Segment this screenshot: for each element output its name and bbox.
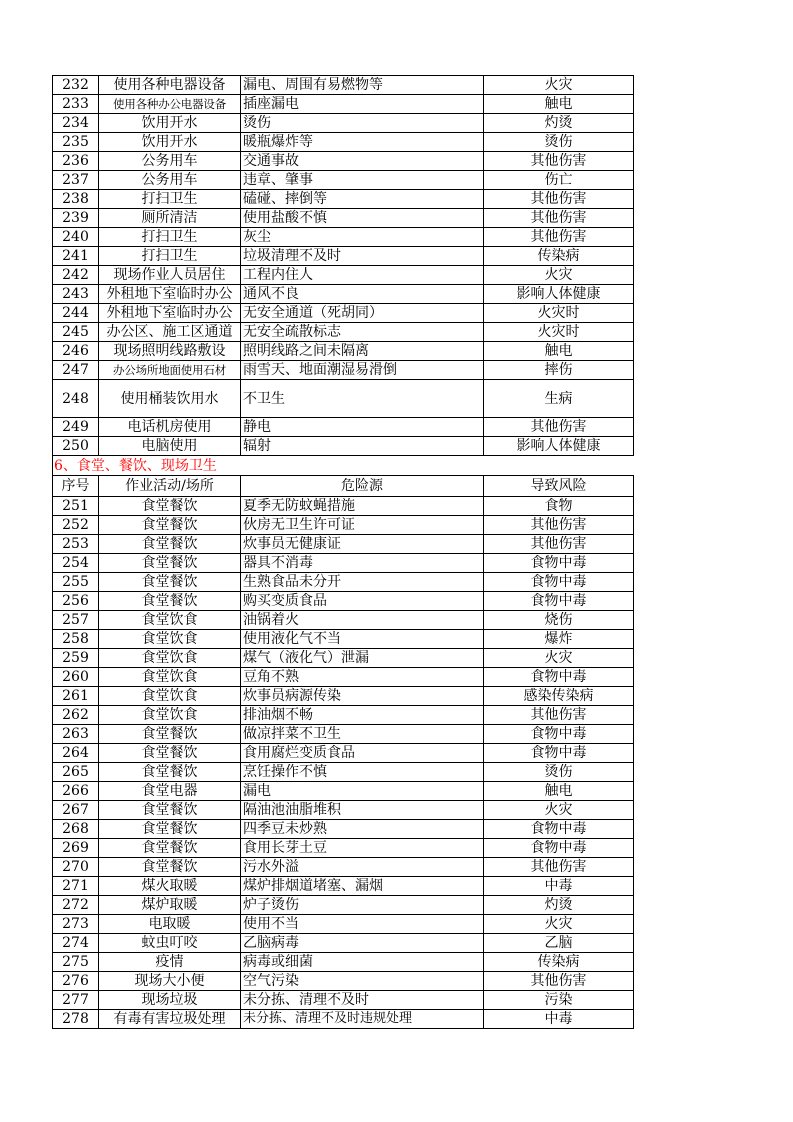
row-number: 262 — [53, 706, 99, 725]
row-activity: 现场大小便 — [99, 972, 241, 991]
row-risk: 火灾 — [484, 76, 634, 95]
row-hazard: 四季豆未炒熟 — [241, 820, 484, 839]
row-risk: 食物中毒 — [484, 573, 634, 592]
row-number: 268 — [53, 820, 99, 839]
row-number: 269 — [53, 839, 99, 858]
row-risk: 其他伤害 — [484, 858, 634, 877]
row-hazard: 烫伤 — [241, 114, 484, 133]
row-hazard: 照明线路之间未隔离 — [241, 342, 484, 361]
row-risk: 其他伤害 — [484, 972, 634, 991]
row-activity: 打扫卫生 — [99, 247, 241, 266]
row-risk: 感染传染病 — [484, 687, 634, 706]
row-activity: 公务用车 — [99, 171, 241, 190]
row-risk: 灼烫 — [484, 896, 634, 915]
section-heading-row — [53, 456, 634, 476]
row-hazard: 生熟食品未分开 — [241, 573, 484, 592]
row-activity: 使用桶装饮用水 — [99, 380, 241, 418]
row-risk: 影响人体健康 — [484, 285, 634, 304]
row-hazard: 通风不良 — [241, 285, 484, 304]
row-activity: 办公区、施工区通道 — [99, 323, 241, 342]
row-activity: 饮用开水 — [99, 114, 241, 133]
table-row — [53, 611, 634, 630]
row-risk: 摔伤 — [484, 361, 634, 380]
row-hazard: 夏季无防蚊蝇措施 — [241, 497, 484, 516]
table-row — [53, 361, 634, 380]
table-row — [53, 915, 634, 934]
row-number: 271 — [53, 877, 99, 896]
row-number: 267 — [53, 801, 99, 820]
row-risk: 食物中毒 — [484, 820, 634, 839]
row-activity: 食堂餐饮 — [99, 763, 241, 782]
row-activity: 使用各种电器设备 — [99, 76, 241, 95]
row-activity: 现场垃圾 — [99, 991, 241, 1010]
row-hazard: 静电 — [241, 418, 484, 437]
row-risk: 中毒 — [484, 1010, 634, 1029]
row-hazard: 排油烟不畅 — [241, 706, 484, 725]
row-number: 241 — [53, 247, 99, 266]
row-number: 254 — [53, 554, 99, 573]
row-hazard: 不卫生 — [241, 380, 484, 418]
row-hazard: 使用盐酸不慎 — [241, 209, 484, 228]
table-row — [53, 437, 634, 456]
table-row — [53, 247, 634, 266]
table-row — [53, 497, 634, 516]
row-number: 237 — [53, 171, 99, 190]
row-hazard: 插座漏电 — [241, 95, 484, 114]
row-hazard: 暖瓶爆炸等 — [241, 133, 484, 152]
row-risk: 影响人体健康 — [484, 437, 634, 456]
row-hazard: 交通事故 — [241, 152, 484, 171]
row-number: 258 — [53, 630, 99, 649]
table-row — [53, 934, 634, 953]
row-hazard: 炊事员无健康证 — [241, 535, 484, 554]
table-row — [53, 535, 634, 554]
row-risk: 其他伤害 — [484, 209, 634, 228]
table-row — [53, 782, 634, 801]
row-risk: 食物中毒 — [484, 554, 634, 573]
row-number: 244 — [53, 304, 99, 323]
row-activity: 食堂餐饮 — [99, 801, 241, 820]
table-row — [53, 668, 634, 687]
row-hazard: 工程内住人 — [241, 266, 484, 285]
row-activity: 食堂餐饮 — [99, 839, 241, 858]
row-number: 255 — [53, 573, 99, 592]
row-risk: 其他伤害 — [484, 152, 634, 171]
row-risk: 食物中毒 — [484, 725, 634, 744]
header-hazard: 危险源 — [241, 476, 484, 497]
row-activity: 打扫卫生 — [99, 228, 241, 247]
row-number: 274 — [53, 934, 99, 953]
row-activity: 食堂饮食 — [99, 611, 241, 630]
table-row — [53, 953, 634, 972]
table-row — [53, 972, 634, 991]
row-activity: 食堂电器 — [99, 782, 241, 801]
row-number: 233 — [53, 95, 99, 114]
row-activity: 食堂餐饮 — [99, 592, 241, 611]
table-row — [53, 725, 634, 744]
row-risk: 传染病 — [484, 953, 634, 972]
row-number: 265 — [53, 763, 99, 782]
table-row — [53, 687, 634, 706]
row-hazard: 无安全通道（死胡同） — [241, 304, 484, 323]
row-number: 234 — [53, 114, 99, 133]
row-activity: 饮用开水 — [99, 133, 241, 152]
row-activity: 食堂餐饮 — [99, 573, 241, 592]
row-hazard: 食用长芽土豆 — [241, 839, 484, 858]
row-number: 270 — [53, 858, 99, 877]
row-risk: 烫伤 — [484, 133, 634, 152]
row-hazard: 违章、肇事 — [241, 171, 484, 190]
row-number: 249 — [53, 418, 99, 437]
row-risk: 火灾 — [484, 915, 634, 934]
row-hazard: 雨雪天、地面潮湿易滑倒 — [241, 361, 484, 380]
row-risk: 烧伤 — [484, 611, 634, 630]
row-number: 238 — [53, 190, 99, 209]
row-risk: 其他伤害 — [484, 418, 634, 437]
row-risk: 触电 — [484, 782, 634, 801]
row-number: 272 — [53, 896, 99, 915]
row-risk: 中毒 — [484, 877, 634, 896]
row-number: 239 — [53, 209, 99, 228]
row-hazard: 使用液化气不当 — [241, 630, 484, 649]
row-number: 263 — [53, 725, 99, 744]
row-activity: 食堂餐饮 — [99, 725, 241, 744]
row-activity: 现场照明线路敷设 — [99, 342, 241, 361]
row-hazard: 做凉拌菜不卫生 — [241, 725, 484, 744]
row-number: 236 — [53, 152, 99, 171]
row-activity: 有毒有害垃圾处理 — [99, 1010, 241, 1029]
table-row — [53, 76, 634, 95]
section-6-heading-group — [53, 456, 634, 497]
row-number: 247 — [53, 361, 99, 380]
table-row — [53, 171, 634, 190]
row-risk: 伤亡 — [484, 171, 634, 190]
row-activity: 食堂饮食 — [99, 649, 241, 668]
table-row — [53, 304, 634, 323]
table-row — [53, 266, 634, 285]
row-number: 243 — [53, 285, 99, 304]
table-row — [53, 877, 634, 896]
row-number: 235 — [53, 133, 99, 152]
row-hazard: 空气污染 — [241, 972, 484, 991]
row-number: 253 — [53, 535, 99, 554]
row-hazard: 煤炉排烟道堵塞、漏烟 — [241, 877, 484, 896]
table-row — [53, 285, 634, 304]
row-risk: 火灾 — [484, 266, 634, 285]
table-row — [53, 516, 634, 535]
table-row — [53, 114, 634, 133]
row-activity: 厕所清洁 — [99, 209, 241, 228]
row-number: 248 — [53, 380, 99, 418]
table-row — [53, 801, 634, 820]
row-activity: 食堂饮食 — [99, 668, 241, 687]
table-row — [53, 380, 634, 418]
table-row — [53, 554, 634, 573]
row-hazard: 灰尘 — [241, 228, 484, 247]
row-number: 276 — [53, 972, 99, 991]
row-number: 251 — [53, 497, 99, 516]
row-activity: 食堂餐饮 — [99, 820, 241, 839]
table-row — [53, 190, 634, 209]
row-activity: 食堂餐饮 — [99, 535, 241, 554]
row-risk: 污染 — [484, 991, 634, 1010]
row-risk: 火灾时 — [484, 323, 634, 342]
row-activity: 食堂餐饮 — [99, 744, 241, 763]
row-activity: 现场作业人员居住 — [99, 266, 241, 285]
row-hazard: 炊事员病源传染 — [241, 687, 484, 706]
row-risk: 生病 — [484, 380, 634, 418]
row-hazard: 使用不当 — [241, 915, 484, 934]
row-hazard: 未分拣、清理不及时违规处理 — [241, 1010, 484, 1029]
table-row — [53, 744, 634, 763]
section-6-title: 6、食堂、餐饮、现场卫生 — [53, 456, 634, 476]
row-risk: 烫伤 — [484, 763, 634, 782]
row-number: 245 — [53, 323, 99, 342]
row-number: 273 — [53, 915, 99, 934]
row-number: 278 — [53, 1010, 99, 1029]
table-row — [53, 839, 634, 858]
header-activity: 作业活动/场所 — [99, 476, 241, 497]
row-hazard: 病毒或细菌 — [241, 953, 484, 972]
row-activity: 电脑使用 — [99, 437, 241, 456]
table-row — [53, 649, 634, 668]
row-risk: 食物中毒 — [484, 592, 634, 611]
row-risk: 火灾 — [484, 649, 634, 668]
header-risk: 导致风险 — [484, 476, 634, 497]
row-activity: 蚊虫叮咬 — [99, 934, 241, 953]
row-risk: 爆炸 — [484, 630, 634, 649]
row-activity: 外租地下室临时办公 — [99, 285, 241, 304]
row-risk: 其他伤害 — [484, 535, 634, 554]
table-row — [53, 820, 634, 839]
row-hazard: 购买变质食品 — [241, 592, 484, 611]
table-row — [53, 896, 634, 915]
table-row — [53, 133, 634, 152]
table-row — [53, 95, 634, 114]
row-hazard: 伙房无卫生许可证 — [241, 516, 484, 535]
row-risk: 其他伤害 — [484, 516, 634, 535]
row-number: 246 — [53, 342, 99, 361]
row-number: 259 — [53, 649, 99, 668]
row-number: 252 — [53, 516, 99, 535]
table-row — [53, 1010, 634, 1029]
row-hazard: 漏电 — [241, 782, 484, 801]
row-hazard: 辐射 — [241, 437, 484, 456]
row-hazard: 无安全疏散标志 — [241, 323, 484, 342]
row-activity: 煤火取暖 — [99, 877, 241, 896]
row-hazard: 乙脑病毒 — [241, 934, 484, 953]
row-hazard: 油锅着火 — [241, 611, 484, 630]
row-risk: 食物中毒 — [484, 839, 634, 858]
hazard-table-sheet — [52, 75, 633, 1029]
row-risk: 食物中毒 — [484, 744, 634, 763]
row-risk: 触电 — [484, 95, 634, 114]
row-activity: 食堂餐饮 — [99, 516, 241, 535]
column-header-row — [53, 476, 634, 497]
row-risk: 食物 — [484, 497, 634, 516]
header-no: 序号 — [53, 476, 99, 497]
row-risk: 乙脑 — [484, 934, 634, 953]
row-activity: 食堂饮食 — [99, 630, 241, 649]
row-number: 242 — [53, 266, 99, 285]
row-number: 260 — [53, 668, 99, 687]
table-row — [53, 323, 634, 342]
hazard-identification-table — [52, 75, 634, 1029]
section-6-rows — [53, 497, 634, 1029]
row-number: 232 — [53, 76, 99, 95]
table-row — [53, 342, 634, 361]
table-row — [53, 706, 634, 725]
row-number: 266 — [53, 782, 99, 801]
row-hazard: 隔油池油脂堆积 — [241, 801, 484, 820]
row-number: 250 — [53, 437, 99, 456]
row-hazard: 磕碰、摔倒等 — [241, 190, 484, 209]
row-activity: 办公场所地面使用石材 — [99, 361, 241, 380]
table-row — [53, 630, 634, 649]
row-hazard: 烹饪操作不慎 — [241, 763, 484, 782]
table-row — [53, 209, 634, 228]
table-row — [53, 152, 634, 171]
row-activity: 使用各种办公电器设备 — [99, 95, 241, 114]
row-number: 275 — [53, 953, 99, 972]
row-risk: 火灾 — [484, 801, 634, 820]
row-activity: 公务用车 — [99, 152, 241, 171]
row-hazard: 器具不消毒 — [241, 554, 484, 573]
section-5-rows — [53, 76, 634, 456]
table-row — [53, 858, 634, 877]
row-activity: 电话机房使用 — [99, 418, 241, 437]
row-activity: 电取暖 — [99, 915, 241, 934]
row-risk: 食物中毒 — [484, 668, 634, 687]
row-risk: 其他伤害 — [484, 706, 634, 725]
row-activity: 打扫卫生 — [99, 190, 241, 209]
table-row — [53, 418, 634, 437]
row-risk: 其他伤害 — [484, 228, 634, 247]
row-number: 264 — [53, 744, 99, 763]
row-activity: 外租地下室临时办公 — [99, 304, 241, 323]
row-hazard: 食用腐烂变质食品 — [241, 744, 484, 763]
row-hazard: 煤气（液化气）泄漏 — [241, 649, 484, 668]
row-activity: 疫情 — [99, 953, 241, 972]
row-risk: 火灾时 — [484, 304, 634, 323]
row-activity: 食堂餐饮 — [99, 497, 241, 516]
row-activity: 食堂饮食 — [99, 706, 241, 725]
row-number: 257 — [53, 611, 99, 630]
row-hazard: 未分拣、清理不及时 — [241, 991, 484, 1010]
row-number: 277 — [53, 991, 99, 1010]
row-hazard: 漏电、周围有易燃物等 — [241, 76, 484, 95]
table-row — [53, 228, 634, 247]
row-risk: 传染病 — [484, 247, 634, 266]
row-hazard: 污水外溢 — [241, 858, 484, 877]
table-row — [53, 763, 634, 782]
row-activity: 食堂饮食 — [99, 687, 241, 706]
row-activity: 食堂餐饮 — [99, 554, 241, 573]
table-row — [53, 991, 634, 1010]
row-hazard: 豆角不熟 — [241, 668, 484, 687]
row-risk: 灼烫 — [484, 114, 634, 133]
row-number: 240 — [53, 228, 99, 247]
row-hazard: 垃圾清理不及时 — [241, 247, 484, 266]
row-hazard: 炉子烫伤 — [241, 896, 484, 915]
row-risk: 触电 — [484, 342, 634, 361]
row-number: 261 — [53, 687, 99, 706]
row-activity: 食堂餐饮 — [99, 858, 241, 877]
row-activity: 煤炉取暖 — [99, 896, 241, 915]
row-number: 256 — [53, 592, 99, 611]
table-row — [53, 592, 634, 611]
row-risk: 其他伤害 — [484, 190, 634, 209]
table-row — [53, 573, 634, 592]
